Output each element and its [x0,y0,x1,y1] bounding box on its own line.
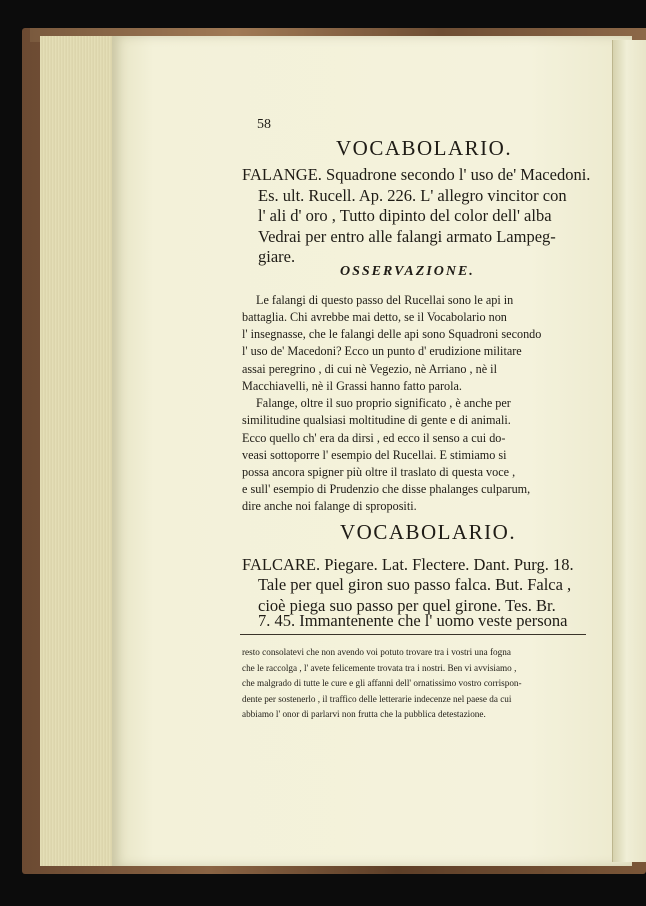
entry-line: 7. 45. Immantenente che l' uomo veste persona [258,611,568,630]
footnote-line: dente per sostenerlo , il traffico delle letterarie indecenze nel paese da cui [242,694,512,704]
footnote-line: che malgrado di tutte le cure e gli affanni dell' ornatissimo vostro corrispon- [242,678,522,688]
entry-line: giare. [258,247,296,266]
observation-line: e sull' esempio di Prudenzio che disse phalanges culparum, [242,482,531,496]
observation-line: l' uso de' Macedoni? Ecco un punto d' erudizione militare [242,344,522,358]
entry-line: Tale per quel giron suo passo falca. But. Falca , [258,575,572,594]
observation-line: battaglia. Chi avrebbe mai detto, se il Vocabolario non [242,310,507,324]
page-number: 58 [257,117,271,132]
observation-line: veasi sottoporre l' esempio del Rucellai. E stimiamo si [242,448,507,462]
entry-line: FALCARE. Piegare. Lat. Flectere. Dant. Purg. 18. [242,555,574,574]
observation-line: Le falangi di questo passo del Rucellai sono le api in [256,293,514,307]
entry-line: FALANGE. Squadrone secondo l' uso de' Macedoni. [242,165,591,184]
observation-line: Falange, oltre il suo proprio significato , è anche per [256,396,511,410]
observation-line: possa ancora spigner più oltre il traslato di questa voce , [242,465,516,479]
entry-line: cioè piega suo passo per quel girone. Tes. Br. [258,596,556,615]
footnote-line: resto consolatevi che non avendo voi potuto trovare tra i vostri una fogna [242,647,511,657]
heading-vocabolario-2: VOCABOLARIO. [340,520,517,544]
observation-line: dire anche noi falange di spropositi. [242,499,417,513]
footnote-line: abbiamo l' onor di parlarvi non frutta che la pubblica detestazione. [242,709,486,719]
facing-page-edge [612,40,646,862]
observation-title: OSSERVAZIONE. [340,264,475,279]
entry-line: Vedrai per entro alle falangi armato Lampeg- [258,227,556,246]
observation-line: Macchiavelli, nè il Grassi hanno fatto parola. [242,379,462,393]
heading-vocabolario-1: VOCABOLARIO. [336,136,513,160]
entry-line: l' ali d' oro , Tutto dipinto del color dell' alba [258,206,552,225]
footnote-rule [240,634,586,635]
page-edges [40,36,119,866]
entry-line: Es. ult. Rucell. Ap. 226. L' allegro vincitor con [258,186,567,205]
observation-line: l' insegnasse, che le falangi delle api sono Squadroni secondo [242,327,542,341]
footnote-line: che le raccolga , l' avete felicemente trovata tra i nostri. Ben vi avvisiamo , [242,663,517,673]
observation-line: Ecco quello ch' era da dirsi , ed ecco il senso a cui do- [242,431,506,445]
observation-line: assai peregrino , di cui nè Vegezio, nè Arriano , nè il [242,362,497,376]
observation-line: similitudine qualsiasi moltitudine di gente e di animali. [242,413,511,427]
